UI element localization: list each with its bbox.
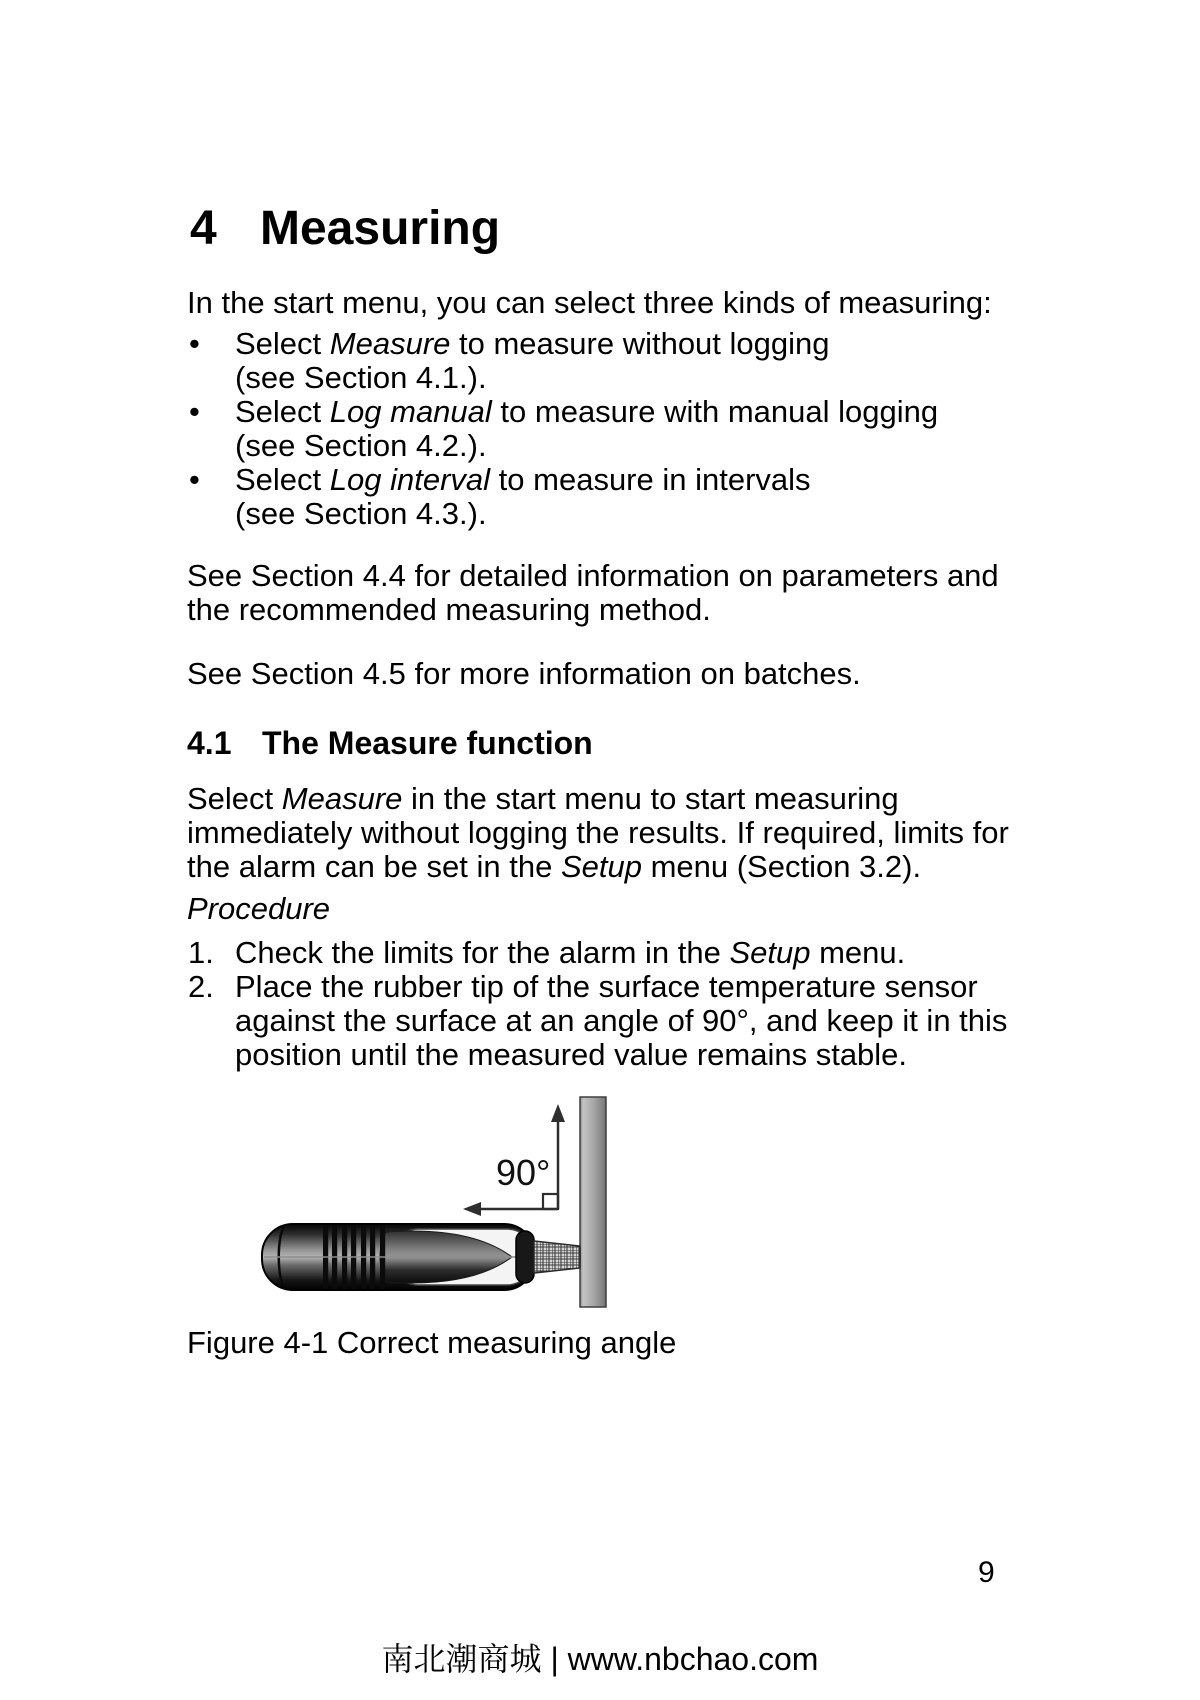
procedure-step [187, 936, 1107, 970]
bullet-icon: • [189, 462, 200, 497]
step-number: 2. [188, 969, 214, 1004]
list-item [187, 463, 1067, 531]
section-heading [190, 203, 500, 256]
bullet-icon: • [189, 394, 200, 429]
section-number: 4 [190, 202, 217, 255]
device-endcap [516, 1231, 534, 1283]
step-text: Place the rubber tip of the surface temperature sensor against the surface at an angle of 90°, and keep it in this position until the measured value remains stable. [235, 969, 1008, 1072]
list-item [187, 395, 1067, 463]
paragraph-section-45: See Section 4.5 for more information on batches. [187, 656, 861, 691]
list-item-text: Select Log interval to measure in intervals (see Section 4.3.). [235, 462, 811, 531]
intro-paragraph: In the start menu, you can select three kinds of measuring: [187, 285, 992, 320]
section-title: Measuring [260, 202, 501, 255]
page-number: 9 [978, 1556, 995, 1589]
figure-caption: Figure 4-1 Correct measuring angle [187, 1325, 677, 1360]
right-angle-marker [543, 1194, 558, 1209]
procedure-step [187, 970, 1107, 1072]
paragraph-section-44: See Section 4.4 for detailed information on parameters and the recommended measuring method. [187, 558, 999, 627]
step-number: 1. [188, 935, 214, 970]
step-text: Check the limits for the alarm in the Setup menu. [235, 935, 906, 970]
list-item-text: Select Measure to measure without logging (see Section 4.1.). [235, 326, 830, 395]
subsection-title: The Measure function [262, 725, 593, 761]
procedure-label: Procedure [187, 891, 331, 926]
subsection-heading [187, 725, 593, 762]
footer-watermark: 南北潮商城 | www.nbchao.com [381, 1641, 819, 1677]
temperature-sensor-device [262, 1224, 580, 1290]
list-item-text: Select Log manual to measure with manual logging (see Section 4.2.). [235, 394, 939, 463]
subsection-number: 4.1 [187, 725, 232, 761]
list-item [187, 327, 1067, 395]
bullet-icon: • [189, 326, 200, 361]
measuring-options-list [187, 327, 1067, 531]
angle-label: 90° [496, 1152, 551, 1193]
figure-illustration [180, 1094, 630, 1318]
wall-surface [580, 1097, 606, 1307]
procedure-steps-list [187, 936, 1107, 1072]
paragraph-measure-function: Select Measure in the start menu to start measuring immediately without logging the results. If required, limits for the alarm can be set in the Setup menu (Section 3.2). [187, 781, 1009, 884]
sensor-probe-tip [534, 1241, 580, 1273]
